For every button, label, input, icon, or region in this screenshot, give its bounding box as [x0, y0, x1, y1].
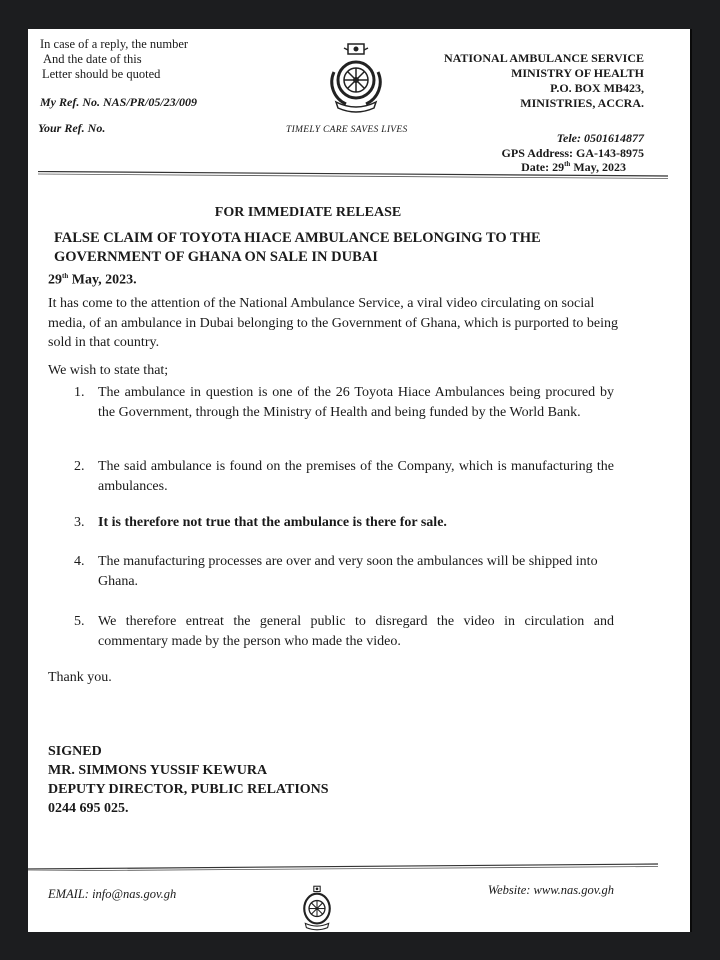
date-day: 29	[552, 160, 565, 174]
headline	[54, 229, 634, 267]
statement-item	[74, 552, 614, 591]
release-label: FOR IMMEDIATE RELEASE	[214, 205, 402, 220]
item-number: 5.	[74, 614, 85, 629]
crest-icon	[300, 885, 334, 931]
item-number: 2.	[74, 459, 85, 474]
org-name: NATIONAL AMBULANCE SERVICE	[443, 51, 644, 65]
header-divider	[38, 171, 668, 179]
reply-note	[40, 37, 188, 82]
gps-address: GPS Address: GA-143-8975	[501, 146, 644, 160]
footer-email: EMAIL: info@nas.gov.gh	[48, 887, 177, 901]
crest-icon	[324, 42, 388, 114]
date-rest: May, 2023	[573, 160, 626, 174]
city: MINISTRIES, ACCRA.	[520, 96, 644, 110]
my-ref: My Ref. No. NAS/PR/05/23/009	[40, 95, 198, 109]
signature-block	[48, 742, 329, 818]
reply-note-line: And the date of this	[43, 52, 142, 66]
statement-item	[74, 383, 614, 422]
date-suffix: th	[62, 272, 69, 280]
statement-lead: We wish to state that;	[48, 363, 169, 378]
release-date	[48, 272, 137, 289]
po-box: P.O. BOX MB423,	[550, 81, 644, 95]
item-text: It is therefore not true that the ambulance is there for sale.	[98, 515, 447, 530]
footer-divider	[28, 863, 688, 871]
item-text: The said ambulance is found on the premises of the Company, which is manufacturing the ambulances.	[98, 459, 614, 494]
intro-paragraph: It has come to the attention of the National Ambulance Service, a viral video circulating on social media, of an ambulance in Dubai belonging to the Government of Ghana, which is purported to being sold in that country.	[48, 296, 618, 350]
reply-note-line: Letter should be quoted	[42, 67, 161, 81]
footer-crest-logo	[300, 885, 334, 936]
motto: TIMELY CARE SAVES LIVES	[286, 125, 408, 135]
statement-item	[74, 457, 614, 496]
signed-label: SIGNED	[48, 744, 102, 759]
item-text: The ambulance in question is one of the 26 Toyota Hiace Ambulances being procured by the Government, through the Ministry of Health and being funded by the World Bank.	[98, 385, 614, 420]
org-address	[444, 51, 644, 111]
footer-website: Website: www.nas.gov.gh	[487, 883, 614, 897]
reply-note-line: In case of a reply, the number	[40, 37, 189, 51]
item-number: 1.	[74, 385, 85, 400]
item-number: 4.	[74, 554, 85, 569]
letter-page	[28, 29, 690, 932]
telephone: Tele: 0501614877	[556, 131, 644, 145]
date-day: 29	[48, 272, 62, 288]
your-ref: Your Ref. No.	[38, 121, 106, 135]
item-text: The manufacturing processes are over and very soon the ambulances will be shipped into Ghana.	[98, 554, 598, 589]
statement-item	[74, 513, 614, 533]
headline-line: GOVERNMENT OF GHANA ON SALE IN DUBAI	[54, 249, 378, 265]
ministry-name: MINISTRY OF HEALTH	[511, 66, 644, 80]
signatory-title: DEPUTY DIRECTOR, PUBLIC RELATIONS	[48, 782, 329, 797]
statement-item	[74, 612, 614, 651]
signatory-phone: 0244 695 025.	[48, 801, 129, 816]
item-number: 3.	[74, 515, 85, 530]
headline-line: FALSE CLAIM OF TOYOTA HIACE AMBULANCE BELONGING TO THE	[54, 230, 541, 246]
nas-crest-logo	[324, 42, 388, 119]
contact-block	[502, 131, 644, 161]
closing: Thank you.	[48, 670, 112, 685]
item-text: We therefore entreat the general public to disregard the video in circulation and commentary made by the person who made the video.	[98, 614, 614, 649]
date-label: Date:	[521, 160, 550, 174]
signatory-name: MR. SIMMONS YUSSIF KEWURA	[48, 763, 268, 778]
date-rest: May, 2023.	[71, 272, 137, 288]
date-suffix: th	[564, 160, 571, 168]
